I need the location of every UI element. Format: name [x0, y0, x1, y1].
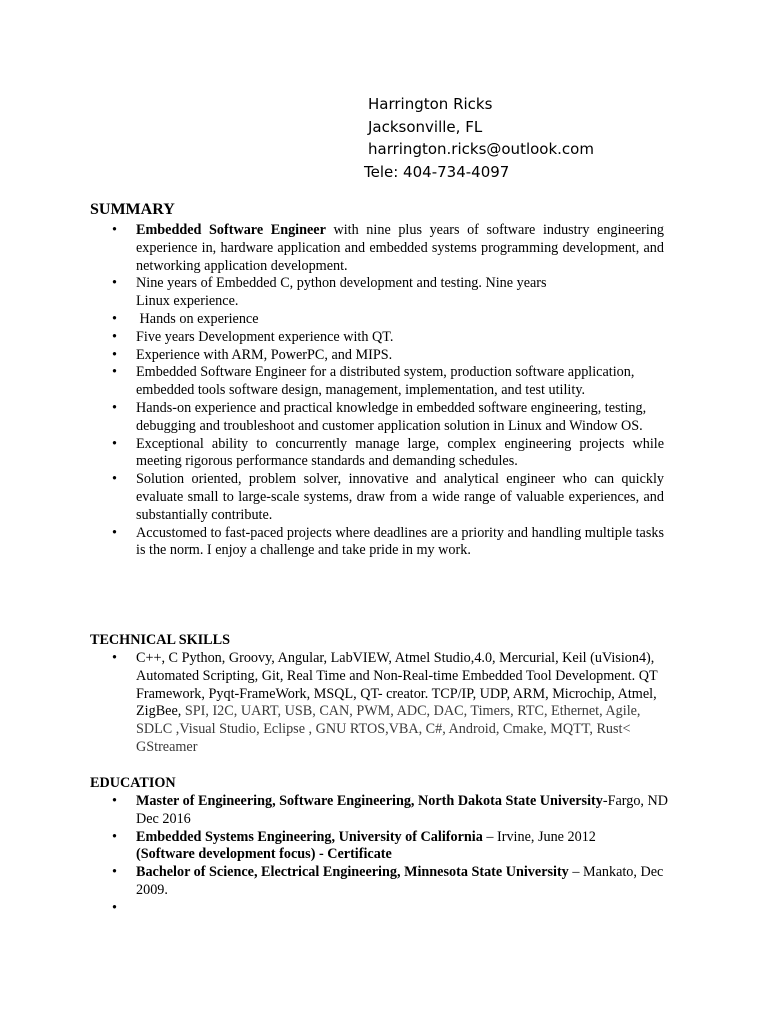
education-list — [90, 793, 680, 918]
summary-item-text: with nine plus years of software industry engineering experience in, hardware application and embedded systems programming development, and networking application development. — [136, 222, 665, 274]
summary-item-text: Solution oriented, problem solver, innovative and analytical engineer who can quickly evaluate small to large-scale systems, draw from a wide range of valuable experiences, and substantially contribute. — [136, 471, 664, 523]
summary-heading: SUMMARY — [90, 201, 175, 218]
list-item — [90, 400, 664, 436]
summary-item-bold: Embedded Software Engineer — [136, 222, 326, 238]
skills-text-grey: SPI, I2C, UART, USB, CAN, PWM, ADC, DAC, Timers, RTC, Ethernet, Agile, SDLC ,Visual Studio, Eclipse , GNU RTOS,VBA, C#, Android, Cmake, MQTT, Rust< GStreamer — [136, 703, 641, 755]
list-item — [90, 311, 664, 329]
summary-item-text: Five years Development experience with QT. — [136, 328, 394, 345]
list-item — [90, 347, 664, 365]
summary-item-text: Linux experience. — [136, 293, 239, 310]
list-item — [90, 525, 664, 561]
list-item — [90, 329, 664, 347]
technical-skills-list — [90, 650, 664, 757]
list-item — [90, 793, 680, 829]
list-item — [90, 650, 664, 757]
candidate-phone: Tele: 404-734-4097 — [364, 163, 510, 181]
education-details: – Irvine, June 2012 — [482, 828, 596, 845]
summary-item-text: Hands on experience — [136, 310, 259, 327]
education-degree: Master of Engineering, Software Engineering, North Dakota State University — [136, 793, 603, 809]
list-item — [90, 829, 680, 865]
education-degree: Embedded Systems Engineering, University of California — [136, 828, 483, 845]
candidate-name: Harrington Ricks — [368, 95, 493, 113]
list-item — [90, 364, 664, 400]
summary-item-text: Exceptional ability to concurrently manage large, complex engineering projects while meeting rigorous performance standards and demanding schedules. — [136, 435, 664, 470]
skills-text: C++, C Python, Groovy, Angular, LabVIEW, Atmel Studio,4.0, Mercurial, Keil (uVision4), Automated Scripting, Git, Real Time and Non-Real-time Embedded Tool Development. QT Framework, Pyqt-FrameWork, MSQL, QT- creator. TCP/IP, UDP, ARM, Microchip, Atmel, ZigBee, — [136, 650, 658, 720]
education-details: – Mankato, Dec 2009. — [136, 864, 664, 898]
candidate-location: Jacksonville, FL — [368, 118, 483, 136]
education-degree: Bachelor of Science, Electrical Engineering, Minnesota State University — [136, 864, 569, 881]
summary-item-text: Hands-on experience and practical knowledge in embedded software engineering, testing, debugging and troubleshoot and customer application solution in Linux and Window OS. — [136, 399, 647, 434]
education-focus: (Software development focus) - Certificate — [136, 846, 392, 863]
list-item — [90, 275, 664, 311]
summary-item-text: Nine years of Embedded C, python development and testing. Nine years — [136, 275, 547, 292]
list-item — [90, 436, 664, 472]
list-item-empty — [90, 900, 680, 918]
list-item — [90, 222, 664, 275]
technical-skills-heading: TECHNICAL SKILLS — [90, 632, 230, 648]
summary-list — [90, 222, 664, 560]
summary-item-text: Embedded Software Engineer for a distributed system, production software application, embedded tools software design, management, implementation, and test utility. — [136, 364, 635, 399]
summary-item-text: Accustomed to fast-paced projects where deadlines are a priority and handling multiple tasks is the norm. I enjoy a challenge and take pride in my work. — [136, 524, 664, 559]
list-item — [90, 471, 664, 524]
education-details: -Fargo, ND Dec 2016 — [136, 793, 668, 827]
list-item — [90, 864, 680, 900]
education-heading: EDUCATION — [90, 775, 176, 791]
summary-item-text: Experience with ARM, PowerPC, and MIPS. — [136, 346, 393, 363]
candidate-email: harrington.ricks@outlook.com — [368, 140, 594, 158]
